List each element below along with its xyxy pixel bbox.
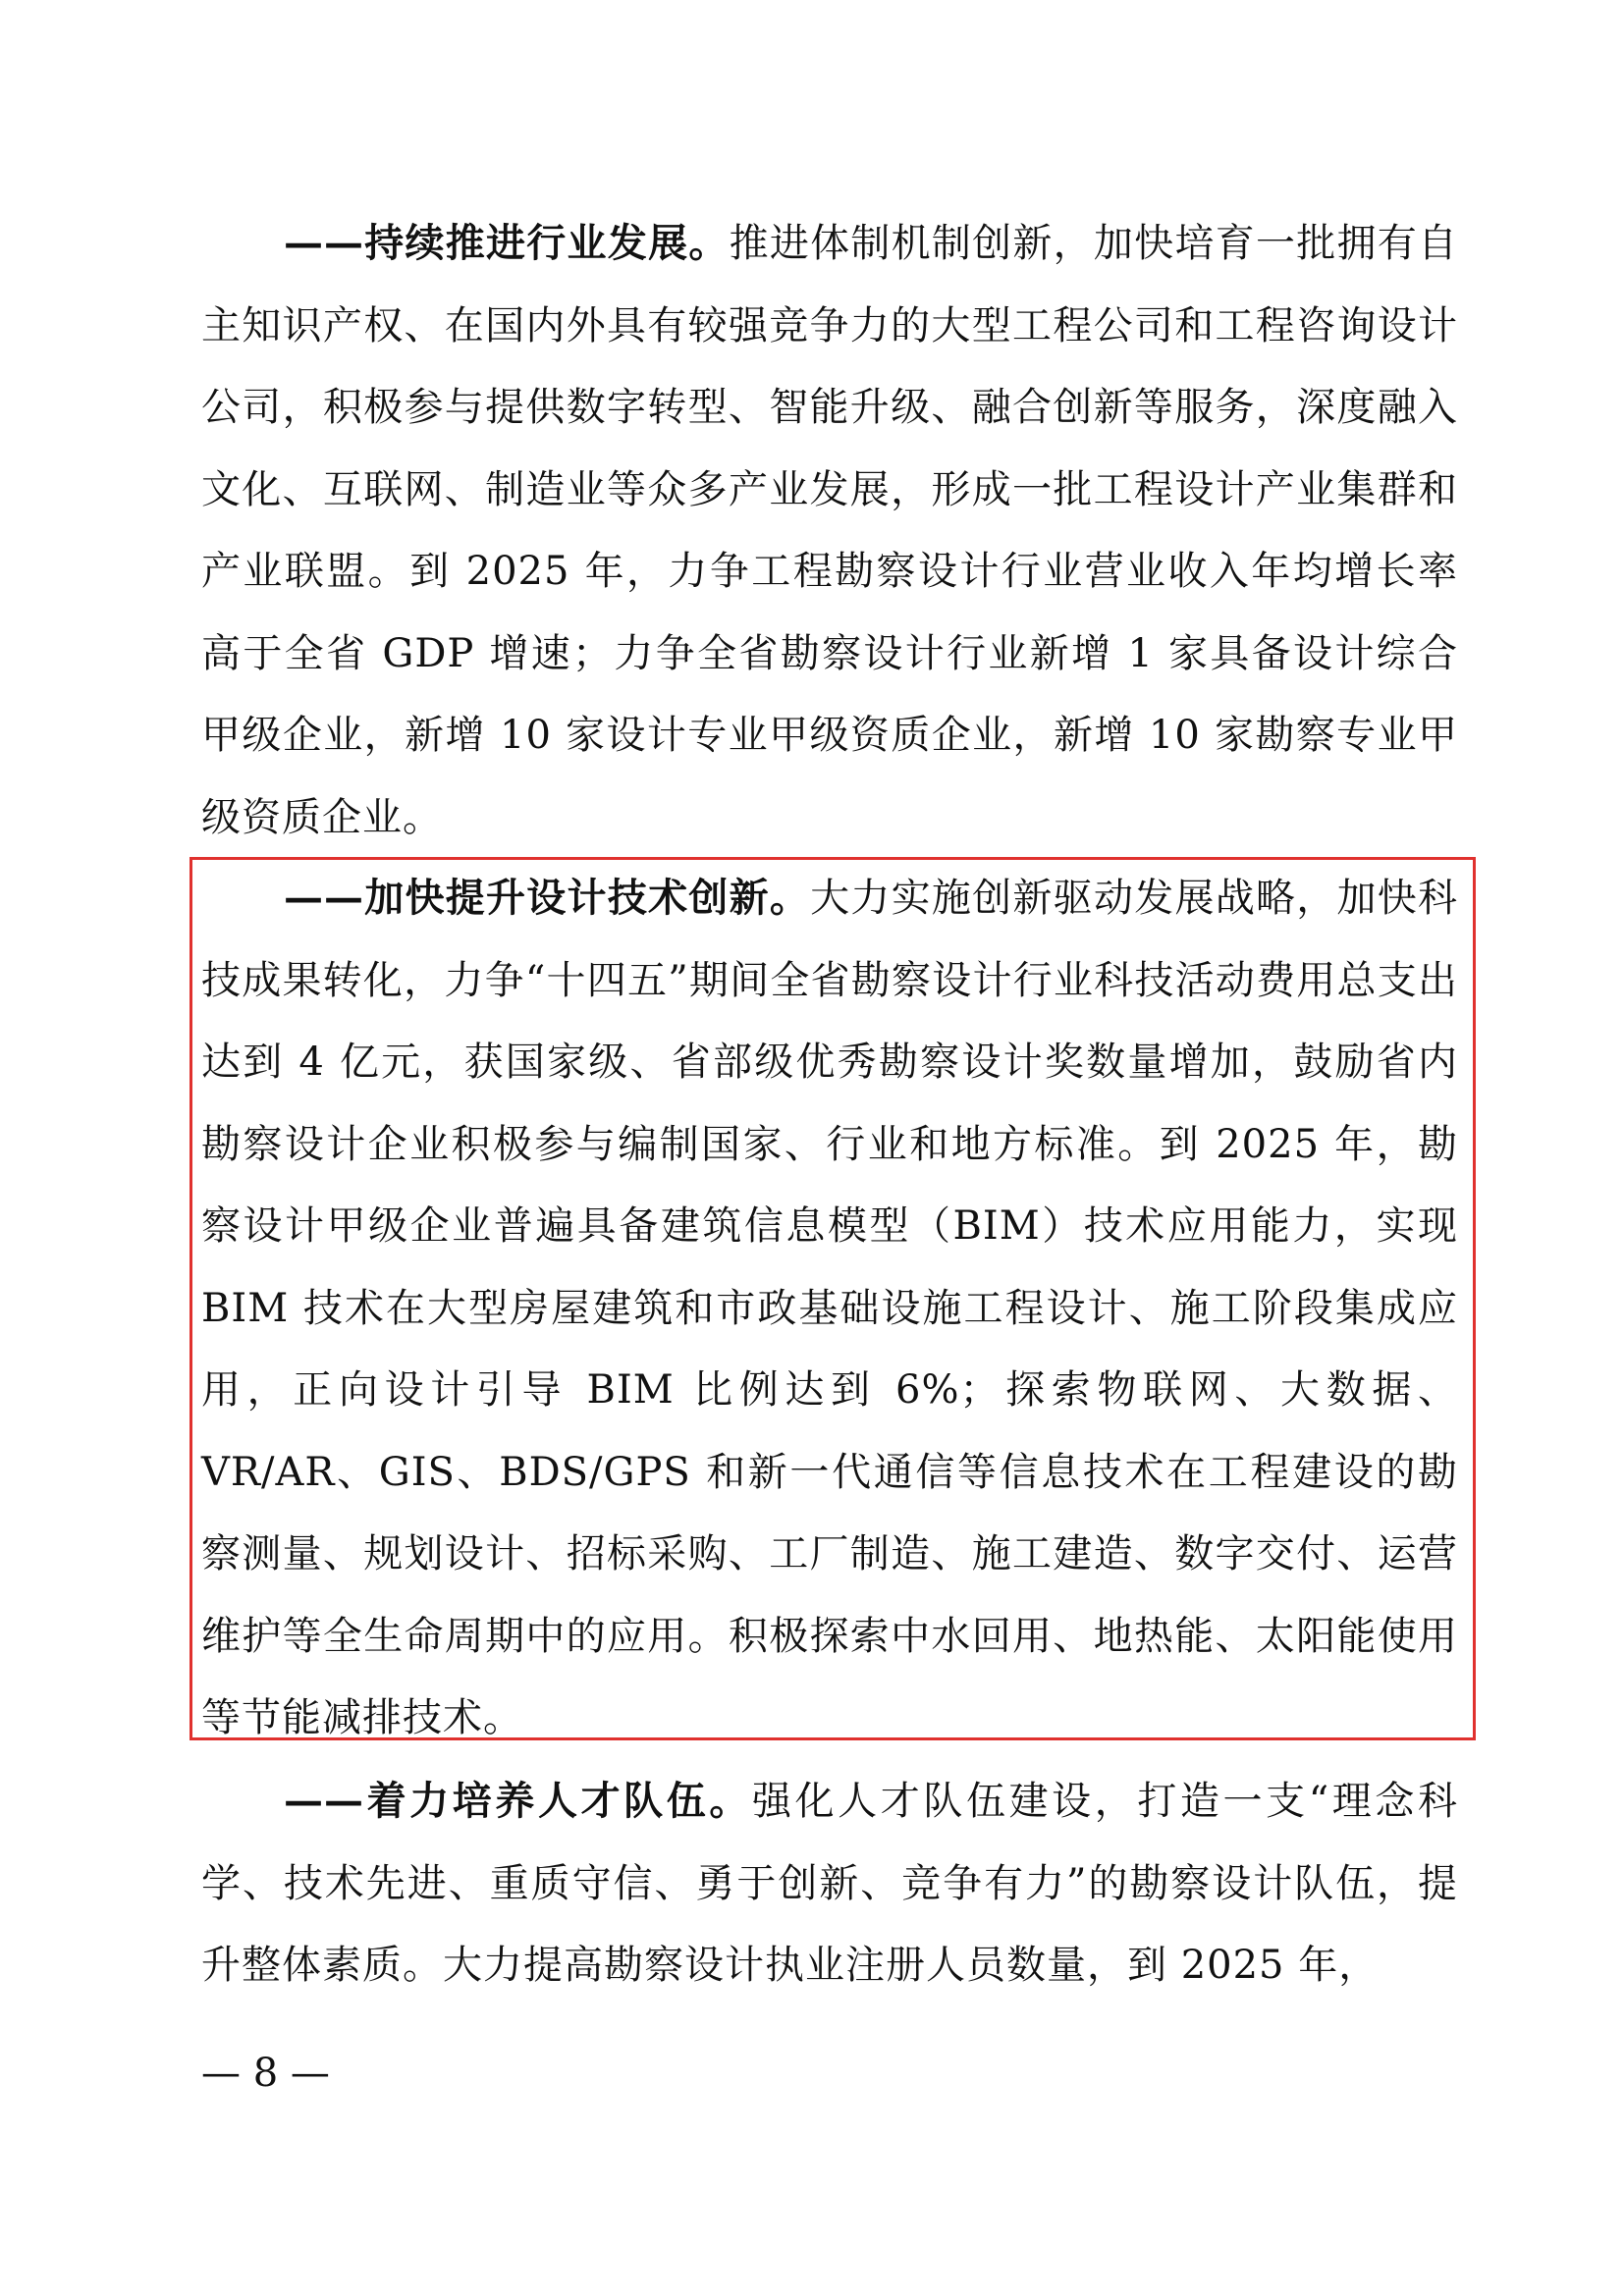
paragraph-technology-innovation <box>201 857 1458 1760</box>
paragraph-body: 推进体制机制创新，加快培育一批拥有自主知识产权、在国内外具有较强竞争力的大型工程公司和工程咨询设计公司，积极参与提供数字转型、智能升级、融合创新等服务，深度融入文化、互联网、制造业等众多产业发展，形成一批工程设计产业集群和产业联盟。到 2025 年，力争工程勘察设计行业营业收入年均增长率高于全省 GDP 增速；力争全省勘察设计行业新增 1 家具备设计综合甲级企业，新增 10 家设计专业甲级资质企业，新增 10 家勘察专业甲级资质企业。 <box>201 221 1459 840</box>
paragraph-body: 大力实施创新驱动发展战略，加快科技成果转化，力争“十四五”期间全省勘察设计行业科技活动费用总支出达到 4 亿元，获国家级、省部级优秀勘察设计奖数量增加，鼓励省内勘察设计企业积极参与编制国家、行业和地方标准。到 2025 年，勘察设计甲级企业普遍具备建筑信息模型（BIM）技术应用能力，实现 BIM 技术在大型房屋建筑和市政基础设施工程设计、施工阶段集成应用，正向设计引导 BIM 比例达到 6%；探索物联网、大数据、VR/AR、GIS、BDS/GPS 和新一代通信等信息技术在工程建设的勘察测量、规划设计、招标采购、工厂制造、施工建造、数字交付、运营维护等全生命周期中的应用。积极探索中水回用、地热能、太阳能使用等节能减排技术。 <box>201 876 1459 1740</box>
paragraph-talent-team <box>201 1760 1458 2007</box>
paragraph-heading: ——着力培养人才队伍。 <box>284 1778 752 1824</box>
paragraph-industry-development <box>201 202 1458 859</box>
page-number: — 8 — <box>201 2051 330 2096</box>
paragraph-heading: ——加快提升设计技术创新。 <box>284 875 811 921</box>
paragraph-body: 强化人才队伍建设，打造一支“理念科学、技术先进、重质守信、勇于创新、竞争有力”的勘察设计队伍，提升整体素质。大力提高勘察设计执业注册人员数量，到 2025 年， <box>201 1779 1459 1988</box>
paragraph-heading: ——持续推进行业发展。 <box>284 220 730 266</box>
